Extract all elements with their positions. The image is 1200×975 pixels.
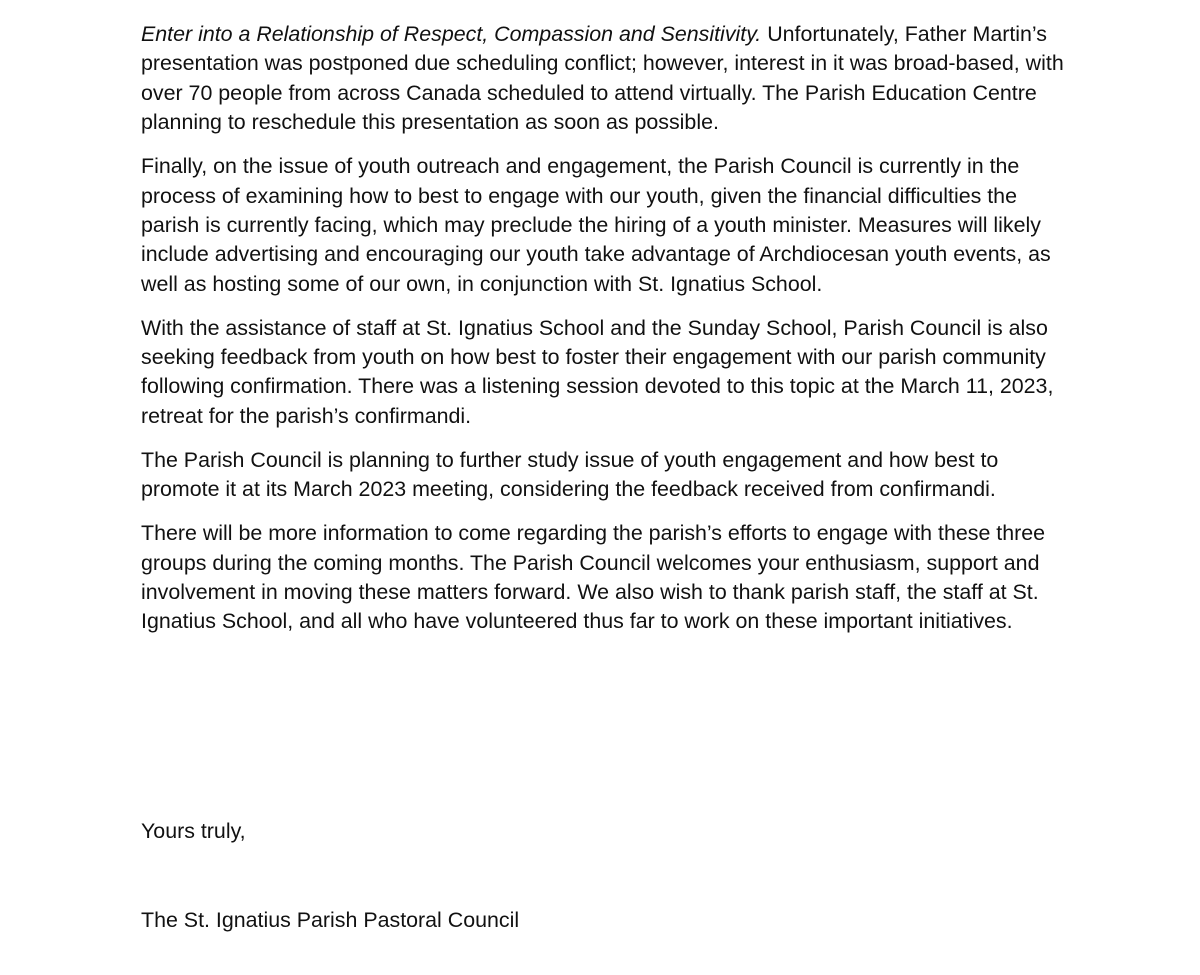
paragraph-further-study: The Parish Council is planning to further study issue of youth engagement and how best to promote it at its March 2023 meeting, considering the feedback received from confirmandi. (141, 447, 999, 502)
paragraph-presentation-text: Unfortunately, Father Martin’s presentation was postponed due scheduling conflict; however, interest in it was broad-based, with over 70 people from across Canada scheduled to attend virtually. The Parish Education Centre planning to reschedule this presentation as soon as possible. (141, 22, 1064, 135)
closing-salutation: Yours truly, (141, 819, 246, 843)
paragraph-youth-outreach: Finally, on the issue of youth outreach and engagement, the Parish Council is currently in the process of examining how to best to engage with our youth, given the financial difficulties the parish is currently facing, which may preclude the hiring of a youth minister. Measures will likely include advertising and encouraging our youth take advantage of Archdiocesan youth events, as well as hosting some of our own, in conjunction with St. Ignatius School. (141, 154, 1051, 296)
paragraph-youth-feedback: With the assistance of staff at St. Ignatius School and the Sunday School, Parish Council is also seeking feedback from youth on how best to foster their engagement with our parish community following confirmation. There was a listening session devoted to this topic at the March 11, 2023, retreat for the parish’s confirmandi. (141, 315, 1054, 428)
presentation-title: Enter into a Relationship of Respect, Compassion and Sensitivity. (141, 22, 762, 46)
closing-signature: The St. Ignatius Parish Pastoral Council (141, 908, 520, 932)
paragraph-more-information: There will be more information to come regarding the parish’s efforts to engage with these three groups during the coming months. The Parish Council welcomes your enthusiasm, support and involvement in moving these matters forward. We also wish to thank parish staff, the staff at St. Ignatius School, and all who have volunteered thus far to work on these important initiatives. (141, 521, 1046, 634)
letter-body (141, 20, 1071, 651)
paragraph-presentation (141, 20, 1071, 138)
